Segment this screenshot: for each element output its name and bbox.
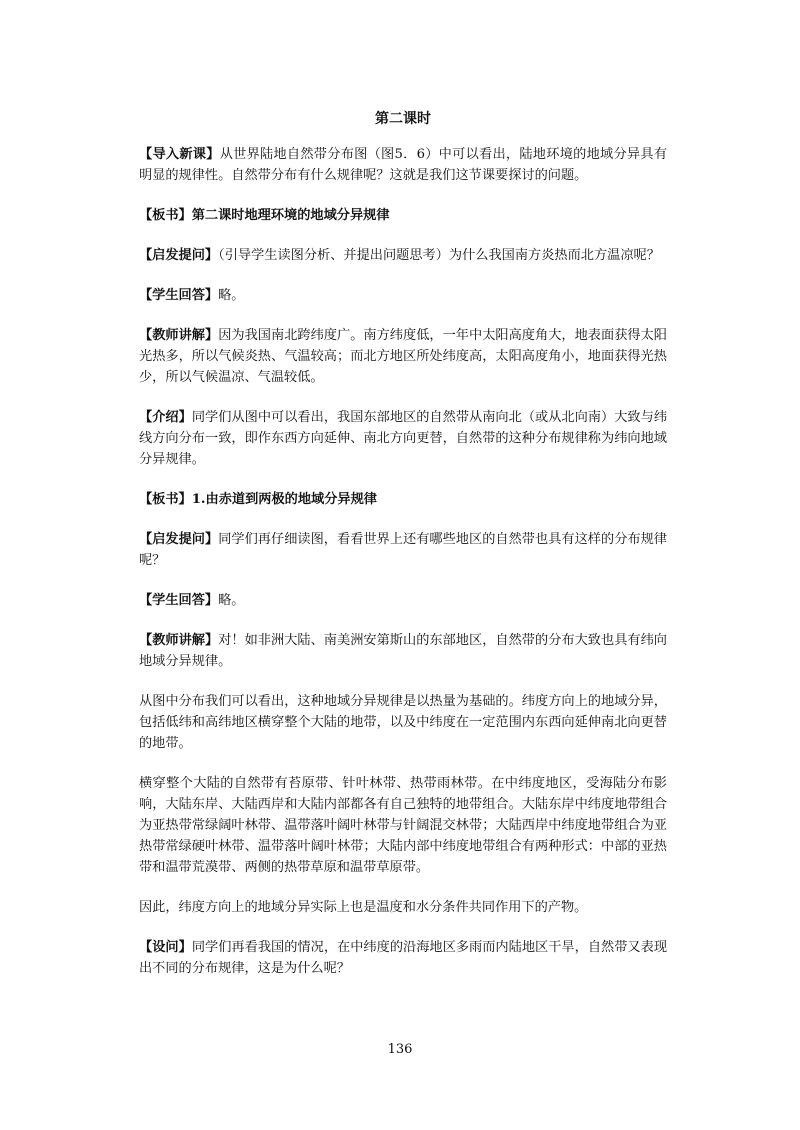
paragraph-tag: 【导入新课】 bbox=[139, 147, 220, 162]
paragraph-explain-1 bbox=[139, 325, 667, 388]
paragraph-question-1 bbox=[139, 245, 667, 266]
paragraph-text: 对！如非洲大陆、南美洲安第斯山的东部地区，自然带的分布大致也具有纬向地域分异规律。 bbox=[139, 633, 667, 669]
paragraph-text: 同学们从图中可以看出，我国东部地区的自然带从南向北（或从北向南）大致与纬线方向分布一致，即作东西方向延伸、南北方向更替，自然带的这种分布规律称为纬向地域分异规律。 bbox=[139, 410, 668, 467]
paragraph-tag: 【教师讲解】 bbox=[139, 328, 219, 343]
paragraph-body-2 bbox=[139, 773, 667, 878]
paragraph-body-1 bbox=[139, 691, 667, 754]
paragraph-board-2 bbox=[139, 489, 667, 510]
paragraph-text: 略。 bbox=[218, 288, 245, 303]
paragraph-answer-1 bbox=[139, 285, 667, 306]
paragraph-text: 因此，纬度方向上的地域分异实际上也是温度和水分条件共同作用下的产物。 bbox=[139, 900, 588, 915]
document-body bbox=[139, 108, 667, 998]
paragraph-text: 从世界陆地自然带分布图（图5．6）中可以看出，陆地环境的地域分异具有明显的规律性。自然带分布有什么规律呢？这就是我们这节课要探讨的问题。 bbox=[139, 147, 668, 183]
paragraph-tag: 【板书】 bbox=[139, 492, 192, 507]
paragraph-text: （引导学生读图分析、并提出问题思考）为什么我国南方炎热而北方温凉呢？ bbox=[218, 248, 660, 263]
paragraph-intro bbox=[139, 144, 667, 186]
paragraph-tag: 【学生回答】 bbox=[139, 288, 219, 303]
paragraph-setq bbox=[139, 937, 667, 979]
paragraph-text: 同学们再看我国的情况，在中纬度的沿海地区多雨而内陆地区干旱，自然带又表现出不同的分布规律，这是为什么呢？ bbox=[139, 940, 668, 976]
paragraph-question-2 bbox=[139, 529, 667, 571]
paragraph-tag: 【教师讲解】 bbox=[139, 633, 219, 648]
paragraph-tag: 【设问】 bbox=[139, 940, 192, 955]
paragraph-answer-2 bbox=[139, 590, 667, 611]
paragraph-text: 第二课时地理环境的地域分异规律 bbox=[191, 208, 390, 223]
paragraph-text: 从图中分布我们可以看出，这种地域分异规律是以热量为基础的。纬度方向上的地域分异，包括低纬和高纬地区横穿整个大陆的地带，以及中纬度在一定范围内东西向延伸南北向更替的地带。 bbox=[139, 694, 667, 751]
paragraph-tag: 【启发提问】 bbox=[139, 532, 219, 547]
paragraph-text: 1.由赤道到两极的地域分异规律 bbox=[191, 492, 377, 507]
paragraph-text: 同学们再仔细读图，看看世界上还有哪些地区的自然带也具有这样的分布规律呢？ bbox=[139, 532, 667, 568]
paragraph-text: 略。 bbox=[218, 593, 245, 608]
paragraph-body-3 bbox=[139, 897, 667, 918]
paragraph-tag: 【介绍】 bbox=[139, 410, 192, 425]
paragraph-text: 因为我国南北跨纬度广。南方纬度低，一年中太阳高度角大，地表面获得太阳光热多，所以气候炎热、气温较高；而北方地区所处纬度高，太阳高度角小，地面获得光热少，所以气候温凉、气温较低。 bbox=[139, 328, 667, 385]
paragraph-board-1 bbox=[139, 205, 667, 226]
paragraph-tag: 【启发提问】 bbox=[139, 248, 219, 263]
paragraph-explain-2 bbox=[139, 630, 667, 672]
paragraph-introduce bbox=[139, 407, 667, 470]
page-number: 136 bbox=[387, 1042, 413, 1057]
paragraph-tag: 【板书】 bbox=[139, 208, 192, 223]
paragraph-text: 横穿整个大陆的自然带有苔原带、针叶林带、热带雨林带。在中纬度地区，受海陆分布影响，大陆东岸、大陆西岸和大陆内部都各有自己独特的地带组合。大陆东岸中纬度地带组合为亚热带常绿阔叶林带、温带落叶阔叶林带与针阔混交林带；大陆西岸中纬度地带组合为亚热带常绿硬叶林带、温带落叶阔叶林带；大陆内部中纬度地带组合有两种形式：中部的亚热带和温带荒漠带、两侧的热带草原和温带草原带。 bbox=[139, 776, 667, 875]
paragraph-tag: 【学生回答】 bbox=[139, 593, 219, 608]
page-title: 第二课时 bbox=[375, 111, 431, 127]
